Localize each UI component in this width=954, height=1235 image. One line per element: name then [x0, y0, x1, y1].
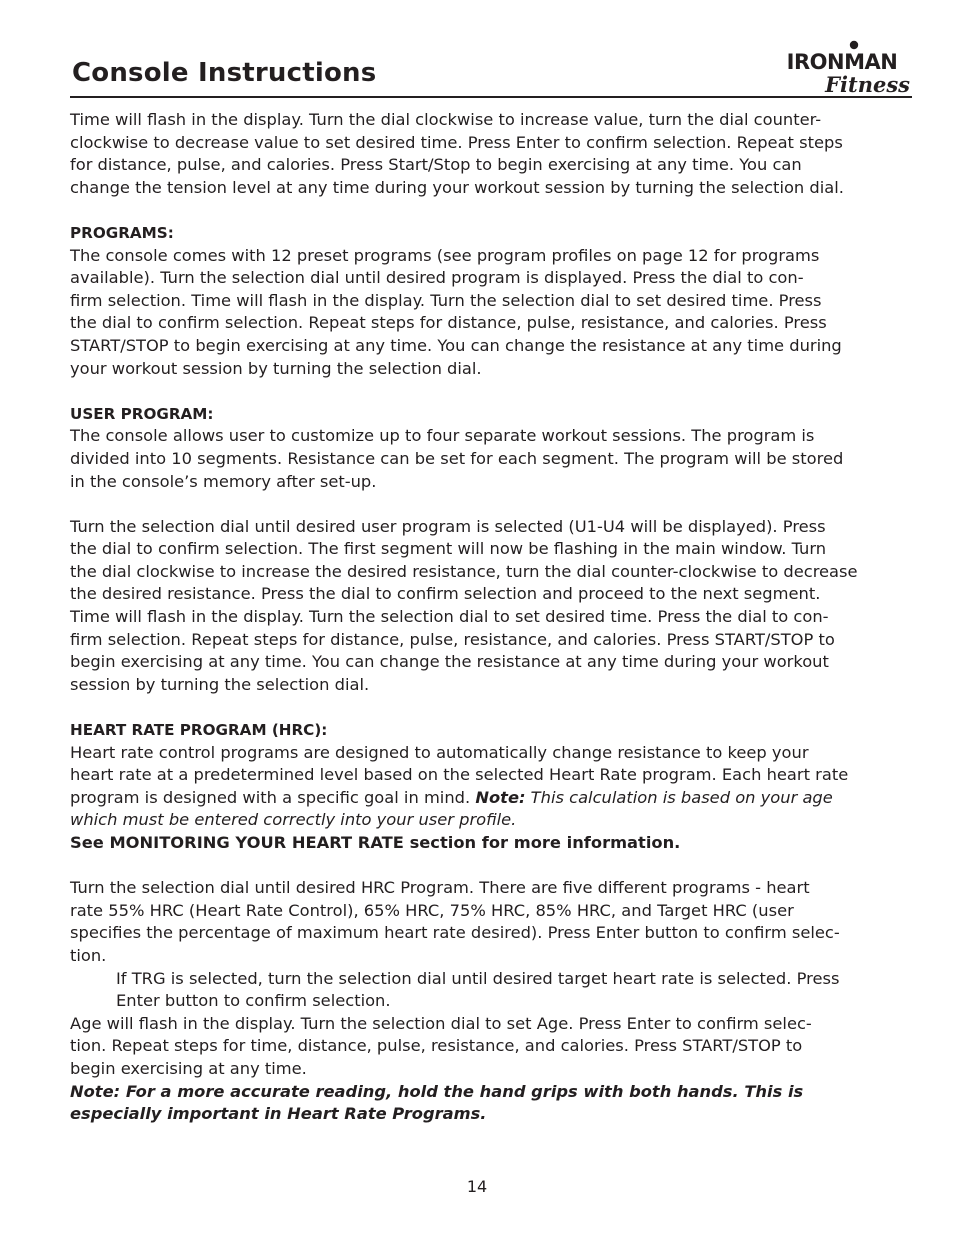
hrc-age-line: Age will flash in the display. Turn the selection dial to set Age. Press Enter to confirm selec-	[70, 1013, 812, 1033]
hrc-heading: HEART RATE PROGRAM (HRC):	[70, 721, 328, 740]
hrc-trg-line: If TRG is selected, turn the selection dial until desired target heart rate is selected. Press	[116, 968, 840, 988]
page-number: 14	[466, 1177, 488, 1196]
intro-line: Time will flash in the display. Turn the dial clockwise to increase value, turn the dial counter-	[70, 110, 822, 129]
final-note-line: especially important in Heart Rate Programs.	[70, 1104, 487, 1124]
programs-heading: PROGRAMS:	[70, 223, 174, 242]
hrc-see-section: See MONITORING YOUR HEART RATE section for more information.	[70, 833, 681, 852]
programs-line: your workout session by turning the selection dial.	[70, 358, 482, 378]
hrc-line: Turn the selection dial until desired HRC Program. There are five different programs - heart	[70, 878, 810, 898]
hrc-age-line: tion. Repeat steps for time, distance, pulse, resistance, and calories. Press START/STOP to	[70, 1036, 803, 1056]
intro-line: for distance, pulse, and calories. Press Start/Stop to begin exercising at any time. You can	[70, 155, 802, 175]
user-program-line: the dial clockwise to increase the desired resistance, turn the dial counter-clockwise to decrease	[70, 561, 858, 581]
user-program-line: begin exercising at any time. You can change the resistance at any time during your workout	[70, 652, 829, 672]
header-rule	[70, 96, 912, 98]
hrc-note-line: which must be entered correctly into your user profile.	[70, 810, 517, 830]
user-program-line: divided into 10 segments. Resistance can be set for each segment. The program will be stored	[70, 448, 844, 468]
hrc-line: specifies the percentage of maximum heart rate desired). Press Enter button to confirm selec-	[70, 923, 840, 943]
hrc-line: tion.	[70, 945, 107, 965]
document-body	[70, 109, 915, 1126]
user-program-line: the dial to confirm selection. The first segment will now be flashing in the main window. Turn	[70, 539, 827, 559]
user-program-line: Turn the selection dial until desired user program is selected (U1-U4 will be displayed). Press	[70, 516, 826, 536]
page-header	[70, 40, 912, 100]
programs-line: the dial to confirm selection. Repeat steps for distance, pulse, resistance, and calories. Press	[70, 313, 827, 333]
hrc-age-line: begin exercising at any time.	[70, 1058, 307, 1078]
svg-text:IRONMAN: IRONMAN	[786, 50, 898, 74]
hrc-note-line	[70, 787, 915, 810]
final-note-line: Note: For a more accurate reading, hold the hand grips with both hands. This is	[70, 1081, 804, 1101]
user-program-line: session by turning the selection dial.	[70, 674, 370, 694]
hrc-note-text: This calculation is based on your age	[525, 787, 833, 807]
hrc-line: Heart rate control programs are designed to automatically change resistance to keep your	[70, 742, 809, 762]
programs-line: firm selection. Time will flash in the display. Turn the selection dial to set desired time. Press	[70, 290, 822, 310]
hrc-line: rate 55% HRC (Heart Rate Control), 65% HRC, 75% HRC, 85% HRC, and Target HRC (user	[70, 900, 794, 920]
ironman-fitness-logo	[770, 40, 914, 96]
user-program-line: firm selection. Repeat steps for distance, pulse, resistance, and calories. Press START/STOP to	[70, 629, 835, 649]
intro-line: change the tension level at any time during your workout session by turning the selection dial.	[70, 177, 844, 197]
programs-line: The console comes with 12 preset programs (see program profiles on page 12 for programs	[70, 245, 820, 265]
user-program-heading: USER PROGRAM:	[70, 404, 214, 423]
programs-line: START/STOP to begin exercising at any time. You can change the resistance at any time during	[70, 335, 842, 355]
hrc-note-label: Note:	[475, 787, 526, 807]
user-program-line: the desired resistance. Press the dial to confirm selection and proceed to the next segment.	[70, 584, 821, 604]
user-program-line: Time will flash in the display. Turn the selection dial to set desired time. Press the dial to con-	[70, 607, 829, 627]
user-program-line: in the console’s memory after set-up.	[70, 471, 377, 491]
programs-line: available). Turn the selection dial until desired program is displayed. Press the dial to con-	[70, 268, 804, 288]
hrc-trg-line: Enter button to confirm selection.	[116, 991, 391, 1011]
intro-line: clockwise to decrease value to set desired time. Press Enter to confirm selection. Repeat steps	[70, 132, 843, 152]
hrc-line: heart rate at a predetermined level based on the selected Heart Rate program. Each heart rate	[70, 765, 849, 785]
page-title: Console Instructions	[72, 58, 377, 88]
svg-text:Fitness: Fitness	[825, 72, 910, 96]
user-program-line: The console allows user to customize up to four separate workout sessions. The program is	[70, 426, 815, 446]
hrc-text: program is designed with a specific goal in mind.	[70, 787, 476, 807]
